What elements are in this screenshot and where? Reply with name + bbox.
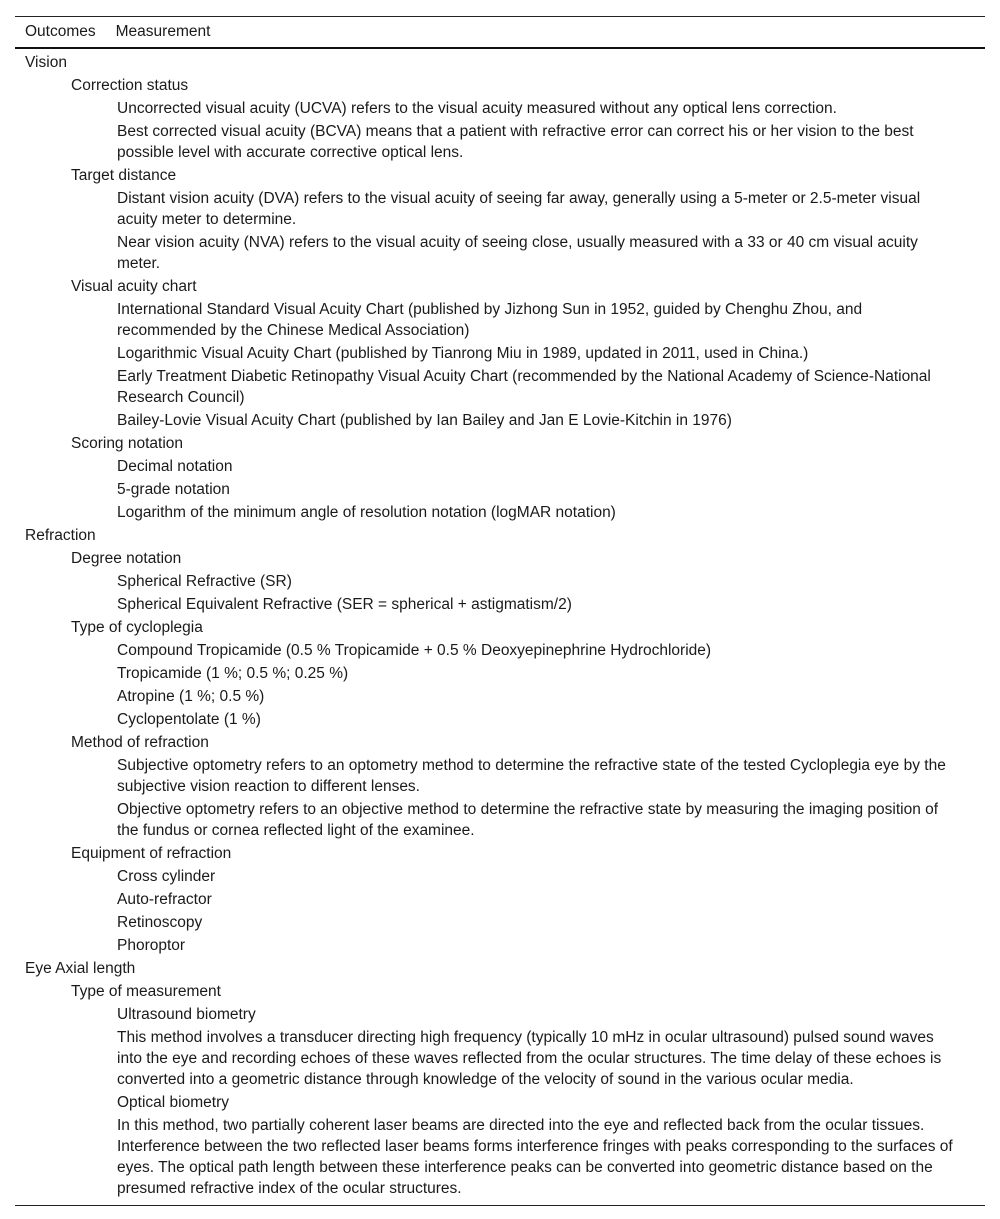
category-row: Scoring notation [71, 435, 184, 452]
measurement-row: Logarithmic Visual Acuity Chart (published by Tianrong Miu in 1989, updated in 2011, used in China.) [117, 345, 809, 362]
category-row: Degree notation [71, 550, 182, 567]
measurement-row: Optical biometry [117, 1094, 229, 1111]
measurement-row: Uncorrected visual acuity (UCVA) refers to the visual acuity measured without any optical lens correction. [117, 100, 837, 117]
category-row: Method of refraction [71, 734, 209, 751]
measurement-row: Near vision acuity (NVA) refers to the visual acuity of seeing close, usually measured with a 33 or 40 cm visual acuity meter. [117, 234, 918, 272]
measurement-row: Early Treatment Diabetic Retinopathy Visual Acuity Chart (recommended by the National Academy of Science-National Research Council) [117, 368, 931, 406]
measurement-row: Best corrected visual acuity (BCVA) means that a patient with refractive error can correct his or her vision to the best possible level with accurate corrective optical lens. [117, 123, 914, 161]
measurement-row: 5-grade notation [117, 481, 230, 498]
measurement-row: Retinoscopy [117, 914, 203, 931]
measurement-row: Compound Tropicamide (0.5 % Tropicamide + 0.5 % Deoxyepinephrine Hydrochloride) [117, 642, 712, 659]
measurement-row: Spherical Equivalent Refractive (SER = spherical + astigmatism/2) [117, 596, 572, 613]
outcomes-table [15, 16, 985, 1206]
measurement-row: Cyclopentolate (1 %) [117, 711, 261, 728]
category-row: Type of measurement [71, 983, 221, 1000]
measurement-row: Cross cylinder [117, 868, 216, 885]
category-row: Equipment of refraction [71, 845, 232, 862]
header-measurement: Measurement [115, 23, 211, 40]
measurement-row: Distant vision acuity (DVA) refers to the visual acuity of seeing far away, generally using a 5-meter or 2.5-meter visual acuity meter to determine. [117, 190, 921, 228]
measurement-row: Phoroptor [117, 937, 186, 954]
measurement-row: This method involves a transducer directing high frequency (typically 10 mHz in ocular ultrasound) pulsed sound waves into the eye and recording echoes of these waves reflected from the ocular structures. The time delay of these echoes is converted into a geometric distance through knowledge of the velocity of sound in the various ocular media. [117, 1029, 942, 1088]
measurement-row: In this method, two partially coherent laser beams are directed into the eye and reflected back from the ocular tissues. Interference between the two reflected laser beams forms interference fringes with peaks corresponding to the surfaces of eyes. The optical path length between these interference peaks can be converted into geometric distance based on the presumed refractive index of the ocular structures. [117, 1117, 953, 1197]
table-header [15, 17, 985, 49]
category-row: Visual acuity chart [71, 278, 197, 295]
category-row: Type of cycloplegia [71, 619, 203, 636]
measurement-row: Tropicamide (1 %; 0.5 %; 0.25 %) [117, 665, 349, 682]
outcome-row: Eye Axial length [25, 960, 136, 977]
measurement-row: Objective optometry refers to an objective method to determine the refractive state by measuring the imaging position of the fundus or cornea reflected light of the examinee. [117, 801, 939, 839]
outcome-row: Refraction [25, 527, 96, 544]
category-row: Target distance [71, 167, 177, 184]
measurement-row: Subjective optometry refers to an optometry method to determine the refractive state of the tested Cycloplegia eye by the subjective vision reaction to different lenses. [117, 757, 946, 795]
measurement-row: Atropine (1 %; 0.5 %) [117, 688, 265, 705]
measurement-row: Decimal notation [117, 458, 233, 475]
measurement-row: Logarithm of the minimum angle of resolution notation (logMAR notation) [117, 504, 616, 521]
measurement-row: Auto-refractor [117, 891, 212, 908]
measurement-row: Ultrasound biometry [117, 1006, 256, 1023]
category-row: Correction status [71, 77, 189, 94]
measurement-row: International Standard Visual Acuity Chart (published by Jizhong Sun in 1952, guided by Chenghu Zhou, and recommended by the Chinese Medical Association) [117, 301, 863, 339]
measurement-row: Bailey-Lovie Visual Acuity Chart (published by Ian Bailey and Jan E Lovie-Kitchin in 1976) [117, 412, 732, 429]
header-outcomes: Outcomes [25, 23, 96, 40]
table-body [15, 49, 985, 1205]
measurement-row: Spherical Refractive (SR) [117, 573, 292, 590]
outcome-row: Vision [25, 54, 67, 71]
